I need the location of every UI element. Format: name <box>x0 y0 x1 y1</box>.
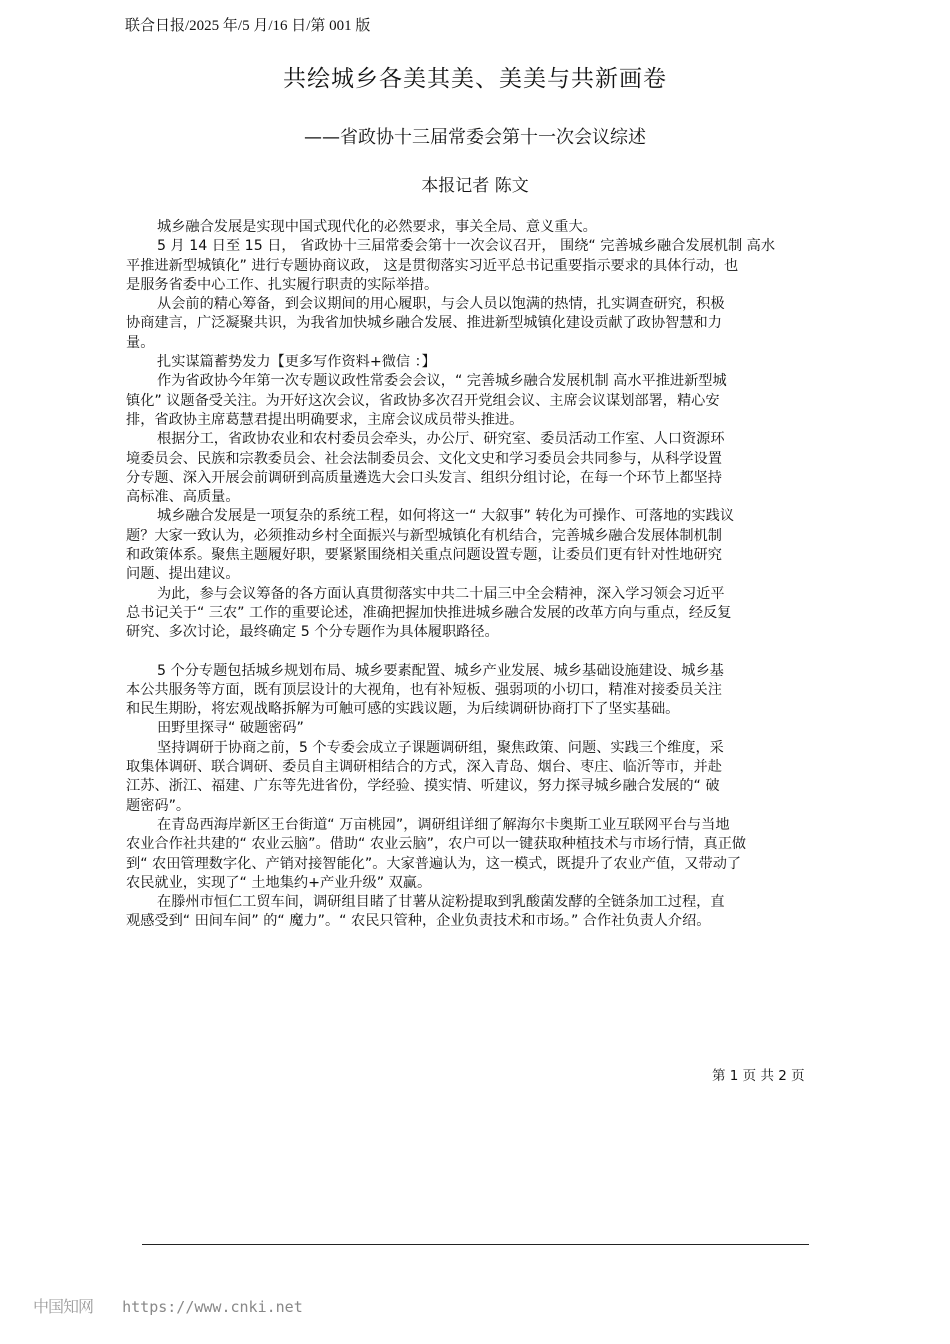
text-line: 5 月 14 日至 15 日， 省政协十三届常委会第十一次会议召开， 围绕“ 完善城乡融合发展机制 高水 <box>157 238 776 255</box>
paragraph <box>126 893 836 932</box>
text-line: 量。 <box>126 334 155 351</box>
text-line: 农业合作社共建的“ 农业云脑”。借助“ 农业云脑”，农户可以一键获取种植技术与市场行情，真正做 <box>126 836 747 853</box>
paragraph <box>126 218 836 237</box>
paragraph <box>126 507 836 584</box>
text-line: 坚持调研于协商之前，5 个专委会成立子课题调研组，聚焦政策、问题、实践三个维度，采 <box>157 739 724 756</box>
text-line: 题？大家一致认为，必须推动乡村全面振兴与新型城镇化有机结合，完善城乡融合发展体制机制 <box>126 527 722 544</box>
text-line: 本公共服务等方面，既有顶层设计的大视角，也有补短板、强弱项的小切口，精准对接委员关注 <box>126 681 722 698</box>
paragraph <box>126 816 836 893</box>
paragraph <box>126 739 836 816</box>
text-line: 排，省政协主席葛慧君提出明确要求，主席会议成员带头推进。 <box>126 411 524 428</box>
text-line: 协商建言，广泛凝聚共识，为我省加快城乡融合发展、推进新型城镇化建设贡献了政协智慧和力 <box>126 315 722 332</box>
text-line: 高标准、高质量。 <box>126 489 240 506</box>
text-line: 扎实谋篇蓄势发力【更多写作资料+微信 ：】 <box>157 354 436 371</box>
text-line: 5 个分专题包括城乡规划布局、城乡要素配置、城乡产业发展、城乡基础设施建设、城乡基 <box>157 662 724 679</box>
text-line: 从会前的精心筹备，到会议期间的用心履职，与会人员以饱满的热情，扎实调查研究，积极 <box>157 296 725 313</box>
text-line: 总书记关于“ 三农” 工作的重要论述，准确把握加快推进城乡融合发展的改革方向与重点，经反复 <box>126 604 732 621</box>
article-body <box>126 218 836 932</box>
article-byline: 本报记者 陈文 <box>421 176 529 196</box>
paragraph <box>126 430 836 507</box>
text-line: 城乡融合发展是一项复杂的系统工程，如何将这一“ 大叙事” 转化为可操作、可落地的实践议 <box>157 508 735 525</box>
article-subtitle: ——省政协十三届常委会第十一次会议综述 <box>304 127 646 148</box>
source-line: 联合日报/2025 年/5 月/16 日/第 001 版 <box>125 18 371 34</box>
footer-divider <box>142 1244 809 1245</box>
text-line: 在滕州市恒仁工贸车间，调研组目睹了甘薯从淀粉提取到乳酸菌发酵的全链条加工过程，直 <box>157 894 725 911</box>
text-line: 问题、提出建议。 <box>126 566 240 583</box>
article-title: 共绘城乡各美其美、美美与共新画卷 <box>283 66 667 92</box>
text-line: 研究、多次讨论，最终确定 5 个分专题作为具体履职路径。 <box>126 624 499 641</box>
paragraph <box>126 372 836 430</box>
text-line: 江苏、浙江、福建、广东等先进省份，学经验、摸实情、听建议，努力探寻城乡融合发展的“ 破 <box>126 778 720 795</box>
text-line: 城乡融合发展是实现中国式现代化的必然要求，事关全局、意义重大。 <box>157 219 597 235</box>
text-line: 境委员会、民族和宗教委员会、社会法制委员会、文化文史和学习委员会共同参与，从科学设置 <box>126 450 722 467</box>
text-line: 根据分工，省政协农业和农村委员会牵头，办公厅、研究室、委员活动工作室、人口资源环 <box>157 431 725 448</box>
text-line: 在青岛西海岸新区王台街道“ 万亩桃园”，调研组详细了解海尔卡奥斯工业互联网平台与当地 <box>157 816 730 833</box>
text-line: 取集体调研、联合调研、委员自主调研相结合的方式，深入青岛、烟台、枣庄、临沂等市，并赴 <box>126 759 722 776</box>
paragraph <box>126 295 836 353</box>
footer <box>33 1294 303 1317</box>
text-line: 作为省政协今年第一次专题议政性常委会会议，“ 完善城乡融合发展机制 高水平推进新型城 <box>157 373 727 390</box>
text-line: 和政策体系。聚焦主题履好职，要紧紧围绕相关重点问题设置专题，让委员们更有针对性地研究 <box>126 547 722 564</box>
section-heading <box>126 719 836 738</box>
text-line: 题密码”。 <box>126 797 191 814</box>
paragraph <box>126 662 836 720</box>
cnki-brand: 中国知网 <box>33 1297 94 1316</box>
text-line: 分专题、深入开展会前调研到高质量遴选大会口头发言、组织分组讨论，在每一个环节上都坚持 <box>126 469 722 486</box>
paragraph <box>126 585 836 643</box>
text-line: 为此，参与会议筹备的各方面认真贯彻落实中共二十届三中全会精神，深入学习领会习近平 <box>157 585 725 602</box>
cnki-url-link[interactable]: https://www.cnki.net <box>122 1298 303 1316</box>
text-line: 观感受到“ 田间车间” 的“ 魔力”。“ 农民只管种，企业负责技术和市场。” 合作社负责人介绍。 <box>126 913 711 930</box>
text-line: 到“ 农田管理数字化、产销对接智能化”。大家普遍认为，这一模式，既提升了农业产值，又带动了 <box>126 855 742 872</box>
text-line: 农民就业，实现了“ 土地集约+产业升级” 双赢。 <box>126 874 432 891</box>
section-heading <box>126 353 836 372</box>
paragraph-gap <box>126 643 836 662</box>
text-line: 和民生期盼，将宏观战略拆解为可触可感的实践议题，为后续调研协商打下了坚实基础。 <box>126 701 680 718</box>
text-line: 镇化” 议题备受关注。为开好这次会议，省政协多次召开党组会议、主席会议谋划部署，精心安 <box>126 392 720 409</box>
paragraph <box>126 237 836 295</box>
text-line: 田野里探寻“ 破题密码” <box>157 720 304 737</box>
page-number: 第 1 页 共 2 页 <box>712 1068 805 1084</box>
text-line: 是服务省委中心工作、扎实履行职责的实际举措。 <box>126 276 439 293</box>
text-line: 平推进新型城镇化” 进行专题协商议政， 这是贯彻落实习近平总书记重要指示要求的具体行动，也 <box>126 257 739 274</box>
